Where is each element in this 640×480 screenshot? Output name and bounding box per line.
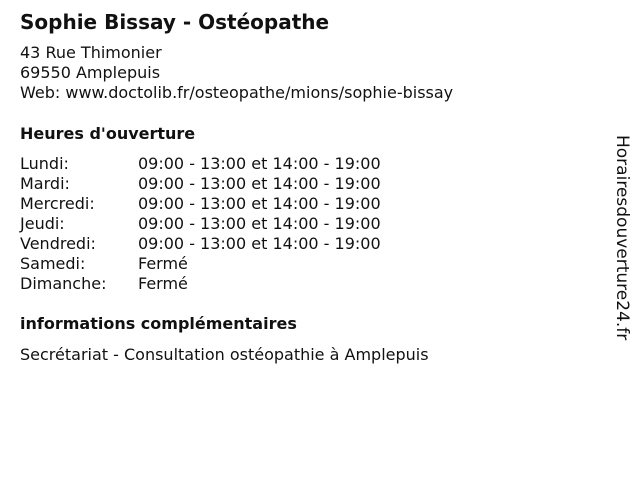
day-hours: 09:00 - 13:00 et 14:00 - 19:00 <box>138 214 381 233</box>
day-hours: Fermé <box>138 254 188 273</box>
page-title: Sophie Bissay - Ostéopathe <box>20 10 330 34</box>
day-label: Lundi: <box>20 154 69 173</box>
hours-row-wednesday <box>20 194 381 214</box>
day-label: Samedi: <box>20 254 86 273</box>
hours-row-friday <box>20 234 381 254</box>
watermark-text: Horairesdouverture24.fr <box>612 135 632 341</box>
day-hours: Fermé <box>138 274 188 293</box>
address-street: 43 Rue Thimonier <box>20 43 162 62</box>
hours-row-saturday <box>20 254 381 274</box>
day-label: Vendredi: <box>20 234 96 253</box>
additional-info-text: Secrétariat - Consultation ostéopathie à Amplepuis <box>20 345 429 364</box>
additional-info-heading: informations complémentaires <box>20 314 297 333</box>
day-hours: 09:00 - 13:00 et 14:00 - 19:00 <box>138 194 381 213</box>
day-label: Mercredi: <box>20 194 95 213</box>
hours-row-monday <box>20 154 381 174</box>
hours-row-thursday <box>20 214 381 234</box>
hours-row-tuesday <box>20 174 381 194</box>
day-label: Mardi: <box>20 174 70 193</box>
address-block <box>20 43 453 103</box>
opening-hours-heading: Heures d'ouverture <box>20 124 196 143</box>
website-line: Web: www.doctolib.fr/osteopathe/mions/sophie-bissay <box>20 83 454 102</box>
day-hours: 09:00 - 13:00 et 14:00 - 19:00 <box>138 154 381 173</box>
address-city: 69550 Amplepuis <box>20 63 161 82</box>
hours-row-sunday <box>20 274 381 294</box>
watermark <box>612 135 634 345</box>
day-hours: 09:00 - 13:00 et 14:00 - 19:00 <box>138 174 381 193</box>
opening-hours-table <box>20 154 381 294</box>
day-label: Dimanche: <box>20 274 107 293</box>
day-hours: 09:00 - 13:00 et 14:00 - 19:00 <box>138 234 381 253</box>
day-label: Jeudi: <box>20 214 65 233</box>
